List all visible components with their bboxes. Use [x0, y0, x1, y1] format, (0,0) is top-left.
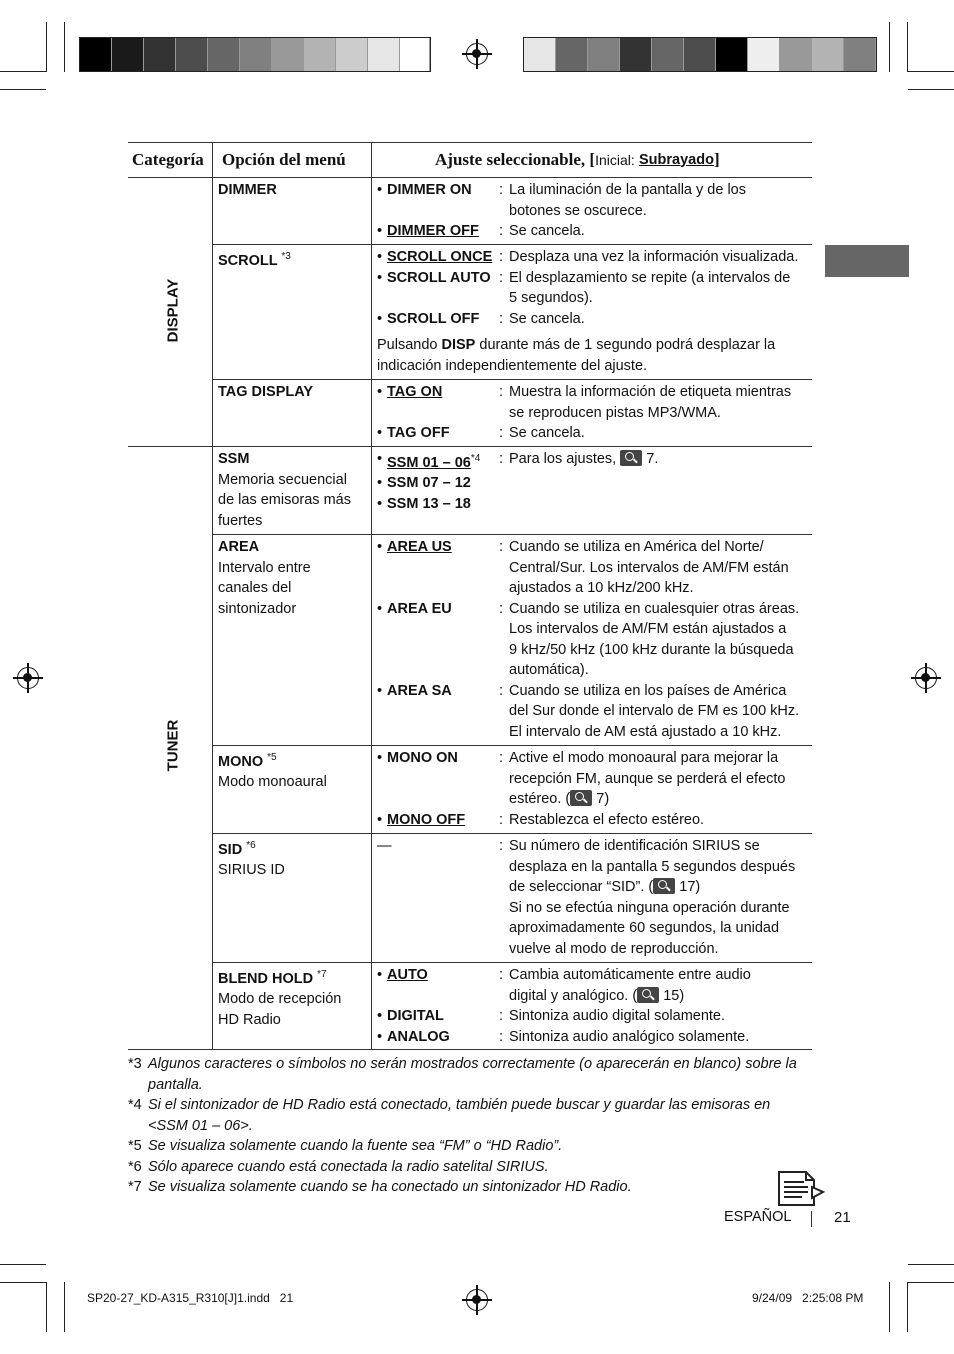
menu-blend-hold: BLEND HOLD $^{*7}$ Modo de recepción HD Radio — [218, 969, 342, 1028]
menu-scroll: SCROLL $^{*3}$ — [218, 251, 291, 269]
footnote-5: *5 Se visualiza solamente cuando la fuente sea “FM” o “HD Radio”. — [128, 1138, 563, 1154]
menu-ssm: SSM Memoria secuencial de las emisoras más fuertes — [218, 451, 351, 529]
footnote-4: *4 Si el sintonizador de HD Radio está conectado, también puede buscar y guardar las emisoras en <SSM 01 – 06>. — [128, 1097, 771, 1134]
header-opcion: Opción del menú — [222, 149, 346, 169]
color-bar-right — [523, 37, 877, 72]
reference-icon — [620, 450, 642, 466]
category-display: DISPLAY — [164, 278, 182, 343]
menu-area: AREA Intervalo entre canales del sintonizador — [218, 539, 311, 617]
footer-divider — [811, 1211, 812, 1227]
registration-mark-left — [17, 667, 39, 689]
header-categoria: Categoría — [132, 149, 204, 169]
menu-mono: MONO $^{*5}$ Modo monoaural — [218, 752, 327, 791]
menu-dimmer: DIMMER — [218, 182, 277, 198]
category-tuner: TUNER — [164, 719, 182, 772]
sid-options: — : Su número de identificación SIRIUS se desplaza en la pantalla 5 segundos después de seleccionar “SID”. ( 17) Si no se efectúa ninguna operación durante aproximadamente 60 segundos, la unidad vuelve al modo de reproducción. — [377, 838, 796, 957]
color-bar-left — [79, 37, 431, 72]
reference-icon — [653, 878, 675, 894]
footnote-6: *6 Sólo aparece cuando está conectada la radio satelital SIRIUS. — [128, 1159, 549, 1175]
footer-date: 9/24/09 2:25:08 PM — [752, 1291, 864, 1305]
tag-options: • TAG ON : Muestra la información de etiqueta mientras se reproducen pistas MP3/WMA. • TAG OFF : Se cancela. — [377, 384, 792, 441]
reference-icon — [570, 790, 592, 806]
footer-language: ESPAÑOL — [724, 1209, 792, 1225]
blend-options: • AUTO : Cambia automáticamente entre audio digital y analógico. ( 15) • DIGITAL : Sintoniza audio digital solamente. • ANALOG : Sintoniza audio analógico solamente. — [377, 967, 751, 1045]
document-icon — [776, 1170, 826, 1208]
ssm-options: • SSM 01 – 06$^{*4}$ : Para los ajustes, 7. • SSM 07 – 12 • SSM 13 – 18 — [377, 451, 659, 512]
dimmer-options: • DIMMER ON : La iluminación de la pantalla y de los botones se oscurece. • DIMMER OFF : Se cancela. — [377, 182, 746, 239]
footer-filename: SP20-27_KD-A315_R310[J]1.indd 21 — [87, 1291, 294, 1305]
page-number: 21 — [834, 1209, 851, 1226]
header-ajuste: Ajuste seleccionable, [ Inicial: Subrayado ] — [435, 149, 720, 169]
registration-mark-top — [466, 43, 488, 65]
section-tab — [825, 245, 909, 277]
registration-mark-right — [915, 667, 937, 689]
scroll-options: • SCROLL ONCE : Desplaza una vez la información visualizada. • SCROLL AUTO : El desplazamiento se repite (a intervalos de 5 segundos). • SCROLL OFF : Se cancela. Pulsando DISP durante más de 1 segundo podrá desplazar la indicación independientemente del ajuste. — [377, 249, 799, 374]
area-options: • AREA US : Cuando se utiliza en América del Norte/ Central/Sur. Los intervalos de AM/FM están ajustados a 10 kHz/200 kHz. • AREA EU : Cuando se utiliza en cualesquier otras áreas. Los intervalos de AM/FM están ajustados a 9 kHz/50 kHz (100 kHz durante la búsqueda automática). • AREA SA : Cuando se utiliza en los países de América del Sur donde el intervalo de FM es 100 kHz. El intervalo de AM está ajustado a 10 kHz. — [377, 539, 800, 740]
menu-tag-display: TAG DISPLAY — [218, 384, 314, 400]
footnote-7: *7 Se visualiza solamente cuando se ha conectado un sintonizador HD Radio. — [128, 1179, 632, 1195]
mono-options: • MONO ON : Active el modo monoaural para mejorar la recepción FM, aunque se perderá el efecto estéreo. ( 7) • MONO OFF : Restablezca el efecto estéreo. — [377, 750, 786, 828]
menu-sid: SID $^{*6}$ SIRIUS ID — [218, 840, 285, 879]
reference-icon — [637, 987, 659, 1003]
footnote-3: *3 Algunos caracteres o símbolos no serán mostrados correctamente (o aparecerán en blanco) sobre la pantalla. — [128, 1056, 797, 1093]
registration-mark-bottom — [466, 1289, 488, 1311]
